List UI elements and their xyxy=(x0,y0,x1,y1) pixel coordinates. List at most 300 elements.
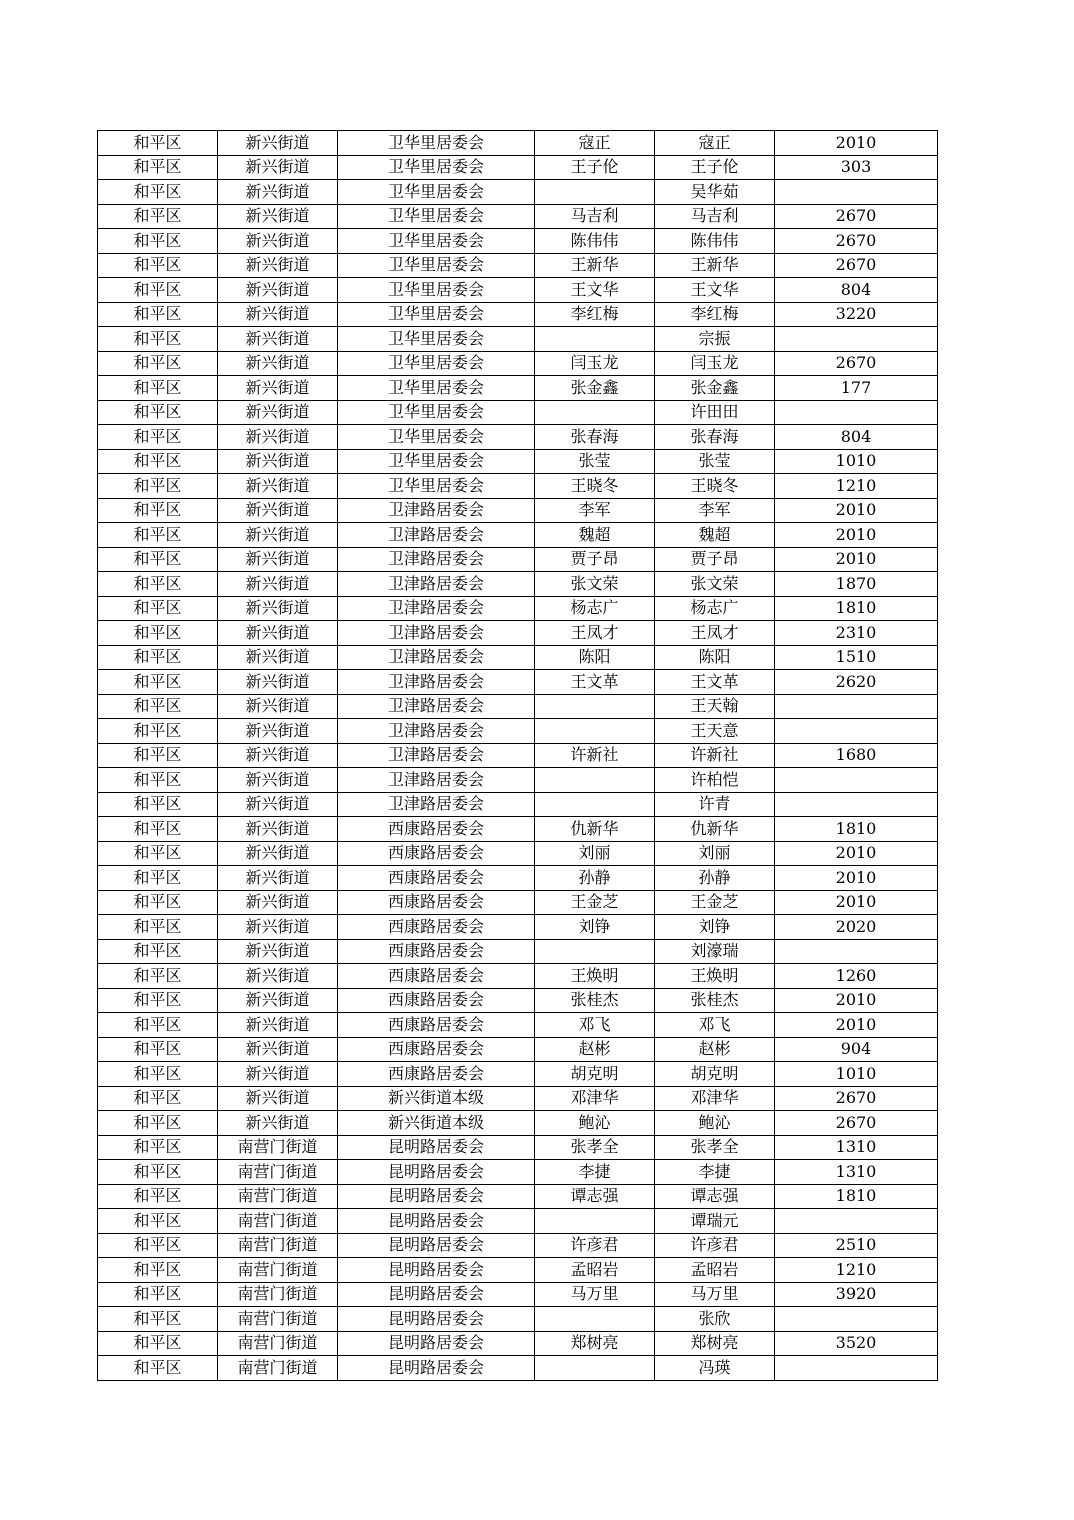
member-cell: 许新社 xyxy=(655,743,775,768)
applicant-cell: 孙静 xyxy=(535,866,655,891)
street-cell: 南营门街道 xyxy=(218,1307,338,1332)
member-cell: 李红梅 xyxy=(655,302,775,327)
table-row xyxy=(98,1037,938,1062)
table-row xyxy=(98,1233,938,1258)
street-cell: 新兴街道 xyxy=(218,351,338,376)
district-cell: 和平区 xyxy=(98,498,218,523)
amount-cell: 1310 xyxy=(775,1160,938,1185)
street-cell: 新兴街道 xyxy=(218,229,338,254)
committee-cell: 卫华里居委会 xyxy=(338,278,535,303)
committee-cell: 卫华里居委会 xyxy=(338,155,535,180)
committee-cell: 昆明路居委会 xyxy=(338,1160,535,1185)
member-cell: 张莹 xyxy=(655,449,775,474)
street-cell: 南营门街道 xyxy=(218,1184,338,1209)
street-cell: 南营门街道 xyxy=(218,1356,338,1381)
street-cell: 新兴街道 xyxy=(218,645,338,670)
street-cell: 新兴街道 xyxy=(218,915,338,940)
committee-cell: 西康路居委会 xyxy=(338,866,535,891)
amount-cell: 2020 xyxy=(775,915,938,940)
committee-cell: 卫华里居委会 xyxy=(338,376,535,401)
table-row xyxy=(98,376,938,401)
applicant-cell: 闫玉龙 xyxy=(535,351,655,376)
table-row xyxy=(98,1282,938,1307)
applicant-cell: 杨志广 xyxy=(535,596,655,621)
amount-cell: 2510 xyxy=(775,1233,938,1258)
amount-cell: 1810 xyxy=(775,596,938,621)
district-cell: 和平区 xyxy=(98,1086,218,1111)
amount-cell: 3920 xyxy=(775,1282,938,1307)
applicant-cell: 刘丽 xyxy=(535,841,655,866)
district-cell: 和平区 xyxy=(98,915,218,940)
district-cell: 和平区 xyxy=(98,1111,218,1136)
amount-cell: 303 xyxy=(775,155,938,180)
street-cell: 新兴街道 xyxy=(218,1013,338,1038)
committee-cell: 卫华里居委会 xyxy=(338,400,535,425)
district-cell: 和平区 xyxy=(98,1160,218,1185)
amount-cell: 804 xyxy=(775,278,938,303)
amount-cell: 2010 xyxy=(775,547,938,572)
amount-cell: 904 xyxy=(775,1037,938,1062)
district-cell: 和平区 xyxy=(98,400,218,425)
member-cell: 许青 xyxy=(655,792,775,817)
street-cell: 新兴街道 xyxy=(218,743,338,768)
amount-cell: 1810 xyxy=(775,817,938,842)
applicant-cell: 王凤才 xyxy=(535,621,655,646)
committee-cell: 卫津路居委会 xyxy=(338,547,535,572)
street-cell: 新兴街道 xyxy=(218,1062,338,1087)
amount-cell xyxy=(775,1307,938,1332)
table-row xyxy=(98,841,938,866)
applicant-cell: 张春海 xyxy=(535,425,655,450)
member-cell: 张欣 xyxy=(655,1307,775,1332)
street-cell: 新兴街道 xyxy=(218,498,338,523)
table-row xyxy=(98,1331,938,1356)
applicant-cell xyxy=(535,1307,655,1332)
member-cell: 王新华 xyxy=(655,253,775,278)
street-cell: 新兴街道 xyxy=(218,180,338,205)
applicant-cell: 鲍沁 xyxy=(535,1111,655,1136)
member-cell: 王子伦 xyxy=(655,155,775,180)
committee-cell: 新兴街道本级 xyxy=(338,1111,535,1136)
street-cell: 新兴街道 xyxy=(218,204,338,229)
applicant-cell: 王文革 xyxy=(535,670,655,695)
district-cell: 和平区 xyxy=(98,1184,218,1209)
applicant-cell: 陈伟伟 xyxy=(535,229,655,254)
table-row xyxy=(98,155,938,180)
member-cell: 谭志强 xyxy=(655,1184,775,1209)
committee-cell: 新兴街道本级 xyxy=(338,1086,535,1111)
district-cell: 和平区 xyxy=(98,1331,218,1356)
applicant-cell xyxy=(535,327,655,352)
member-cell: 郑树亮 xyxy=(655,1331,775,1356)
street-cell: 新兴街道 xyxy=(218,253,338,278)
committee-cell: 卫华里居委会 xyxy=(338,253,535,278)
amount-cell: 1210 xyxy=(775,474,938,499)
amount-cell: 2010 xyxy=(775,131,938,156)
member-cell: 吴华茹 xyxy=(655,180,775,205)
applicant-cell: 赵彬 xyxy=(535,1037,655,1062)
table-row xyxy=(98,939,938,964)
member-cell: 马吉利 xyxy=(655,204,775,229)
table-row xyxy=(98,204,938,229)
member-cell: 孙静 xyxy=(655,866,775,891)
district-cell: 和平区 xyxy=(98,1062,218,1087)
district-cell: 和平区 xyxy=(98,572,218,597)
member-cell: 王文华 xyxy=(655,278,775,303)
street-cell: 南营门街道 xyxy=(218,1233,338,1258)
applicant-cell: 张桂杰 xyxy=(535,988,655,1013)
committee-cell: 西康路居委会 xyxy=(338,915,535,940)
district-cell: 和平区 xyxy=(98,743,218,768)
table-row xyxy=(98,1184,938,1209)
applicant-cell: 王文华 xyxy=(535,278,655,303)
applicant-cell: 王新华 xyxy=(535,253,655,278)
street-cell: 新兴街道 xyxy=(218,523,338,548)
amount-cell xyxy=(775,792,938,817)
committee-cell: 卫津路居委会 xyxy=(338,523,535,548)
street-cell: 南营门街道 xyxy=(218,1282,338,1307)
table-row xyxy=(98,621,938,646)
committee-cell: 卫津路居委会 xyxy=(338,498,535,523)
member-cell: 许田田 xyxy=(655,400,775,425)
applicant-cell: 许彦君 xyxy=(535,1233,655,1258)
applicant-cell xyxy=(535,694,655,719)
street-cell: 新兴街道 xyxy=(218,596,338,621)
applicant-cell: 李捷 xyxy=(535,1160,655,1185)
table-row xyxy=(98,547,938,572)
table-row xyxy=(98,768,938,793)
applicant-cell xyxy=(535,939,655,964)
amount-cell: 2010 xyxy=(775,890,938,915)
committee-cell: 卫华里居委会 xyxy=(338,131,535,156)
committee-cell: 卫华里居委会 xyxy=(338,180,535,205)
table-row xyxy=(98,302,938,327)
member-cell: 李军 xyxy=(655,498,775,523)
amount-cell: 2670 xyxy=(775,1086,938,1111)
table-row xyxy=(98,1111,938,1136)
committee-cell: 西康路居委会 xyxy=(338,1062,535,1087)
member-cell: 宗振 xyxy=(655,327,775,352)
table-row xyxy=(98,1135,938,1160)
amount-cell: 1870 xyxy=(775,572,938,597)
district-cell: 和平区 xyxy=(98,180,218,205)
amount-cell: 1260 xyxy=(775,964,938,989)
committee-cell: 西康路居委会 xyxy=(338,817,535,842)
table-row xyxy=(98,1258,938,1283)
table-row xyxy=(98,278,938,303)
committee-cell: 卫华里居委会 xyxy=(338,425,535,450)
amount-cell: 1210 xyxy=(775,1258,938,1283)
table-row xyxy=(98,523,938,548)
applicant-cell: 寇正 xyxy=(535,131,655,156)
data-table xyxy=(97,130,938,1381)
district-cell: 和平区 xyxy=(98,474,218,499)
committee-cell: 卫津路居委会 xyxy=(338,792,535,817)
member-cell: 魏超 xyxy=(655,523,775,548)
member-cell: 李捷 xyxy=(655,1160,775,1185)
amount-cell: 1810 xyxy=(775,1184,938,1209)
district-cell: 和平区 xyxy=(98,694,218,719)
district-cell: 和平区 xyxy=(98,229,218,254)
district-cell: 和平区 xyxy=(98,1356,218,1381)
member-cell: 王文革 xyxy=(655,670,775,695)
member-cell: 刘濠瑞 xyxy=(655,939,775,964)
member-cell: 寇正 xyxy=(655,131,775,156)
member-cell: 谭瑞元 xyxy=(655,1209,775,1234)
amount-cell: 2670 xyxy=(775,229,938,254)
committee-cell: 西康路居委会 xyxy=(338,841,535,866)
applicant-cell xyxy=(535,180,655,205)
committee-cell: 卫津路居委会 xyxy=(338,694,535,719)
amount-cell xyxy=(775,939,938,964)
member-cell: 王焕明 xyxy=(655,964,775,989)
applicant-cell: 张孝全 xyxy=(535,1135,655,1160)
district-cell: 和平区 xyxy=(98,1013,218,1038)
committee-cell: 西康路居委会 xyxy=(338,890,535,915)
applicant-cell: 孟昭岩 xyxy=(535,1258,655,1283)
table-row xyxy=(98,229,938,254)
member-cell: 张文荣 xyxy=(655,572,775,597)
district-cell: 和平区 xyxy=(98,1258,218,1283)
district-cell: 和平区 xyxy=(98,351,218,376)
member-cell: 许柏恺 xyxy=(655,768,775,793)
committee-cell: 昆明路居委会 xyxy=(338,1184,535,1209)
street-cell: 新兴街道 xyxy=(218,1037,338,1062)
amount-cell xyxy=(775,327,938,352)
applicant-cell: 王金芝 xyxy=(535,890,655,915)
applicant-cell xyxy=(535,400,655,425)
table-row xyxy=(98,449,938,474)
committee-cell: 昆明路居委会 xyxy=(338,1282,535,1307)
committee-cell: 卫华里居委会 xyxy=(338,302,535,327)
committee-cell: 卫津路居委会 xyxy=(338,621,535,646)
amount-cell xyxy=(775,1209,938,1234)
district-cell: 和平区 xyxy=(98,523,218,548)
applicant-cell: 陈阳 xyxy=(535,645,655,670)
amount-cell: 2010 xyxy=(775,841,938,866)
district-cell: 和平区 xyxy=(98,1037,218,1062)
table-row xyxy=(98,400,938,425)
member-cell: 杨志广 xyxy=(655,596,775,621)
committee-cell: 昆明路居委会 xyxy=(338,1135,535,1160)
street-cell: 新兴街道 xyxy=(218,719,338,744)
committee-cell: 卫华里居委会 xyxy=(338,229,535,254)
street-cell: 新兴街道 xyxy=(218,939,338,964)
amount-cell: 2010 xyxy=(775,523,938,548)
street-cell: 新兴街道 xyxy=(218,376,338,401)
street-cell: 新兴街道 xyxy=(218,817,338,842)
table-row xyxy=(98,1086,938,1111)
amount-cell: 2010 xyxy=(775,498,938,523)
member-cell: 王金芝 xyxy=(655,890,775,915)
amount-cell xyxy=(775,1356,938,1381)
street-cell: 南营门街道 xyxy=(218,1209,338,1234)
district-cell: 和平区 xyxy=(98,278,218,303)
member-cell: 马万里 xyxy=(655,1282,775,1307)
committee-cell: 卫津路居委会 xyxy=(338,768,535,793)
table-row xyxy=(98,327,938,352)
district-cell: 和平区 xyxy=(98,841,218,866)
applicant-cell: 张金鑫 xyxy=(535,376,655,401)
applicant-cell: 张文荣 xyxy=(535,572,655,597)
street-cell: 新兴街道 xyxy=(218,964,338,989)
table-row xyxy=(98,596,938,621)
applicant-cell xyxy=(535,719,655,744)
district-cell: 和平区 xyxy=(98,1209,218,1234)
member-cell: 王凤才 xyxy=(655,621,775,646)
member-cell: 陈伟伟 xyxy=(655,229,775,254)
member-cell: 邓津华 xyxy=(655,1086,775,1111)
member-cell: 仇新华 xyxy=(655,817,775,842)
applicant-cell: 李军 xyxy=(535,498,655,523)
applicant-cell: 李红梅 xyxy=(535,302,655,327)
committee-cell: 卫津路居委会 xyxy=(338,719,535,744)
district-cell: 和平区 xyxy=(98,890,218,915)
member-cell: 赵彬 xyxy=(655,1037,775,1062)
applicant-cell: 马吉利 xyxy=(535,204,655,229)
table-row xyxy=(98,866,938,891)
district-cell: 和平区 xyxy=(98,645,218,670)
district-cell: 和平区 xyxy=(98,988,218,1013)
street-cell: 南营门街道 xyxy=(218,1258,338,1283)
amount-cell xyxy=(775,768,938,793)
table-row xyxy=(98,890,938,915)
table-row xyxy=(98,645,938,670)
table-row xyxy=(98,180,938,205)
amount-cell: 1310 xyxy=(775,1135,938,1160)
table-row xyxy=(98,719,938,744)
amount-cell: 2670 xyxy=(775,1111,938,1136)
street-cell: 新兴街道 xyxy=(218,768,338,793)
member-cell: 张春海 xyxy=(655,425,775,450)
committee-cell: 西康路居委会 xyxy=(338,1037,535,1062)
table-row xyxy=(98,1307,938,1332)
district-cell: 和平区 xyxy=(98,792,218,817)
committee-cell: 卫津路居委会 xyxy=(338,596,535,621)
member-cell: 刘丽 xyxy=(655,841,775,866)
table-row xyxy=(98,1356,938,1381)
district-cell: 和平区 xyxy=(98,670,218,695)
amount-cell xyxy=(775,694,938,719)
street-cell: 新兴街道 xyxy=(218,670,338,695)
table-row xyxy=(98,498,938,523)
street-cell: 新兴街道 xyxy=(218,131,338,156)
applicant-cell: 王子伦 xyxy=(535,155,655,180)
member-cell: 胡克明 xyxy=(655,1062,775,1087)
applicant-cell: 王焕明 xyxy=(535,964,655,989)
street-cell: 新兴街道 xyxy=(218,474,338,499)
amount-cell: 2010 xyxy=(775,988,938,1013)
applicant-cell xyxy=(535,1209,655,1234)
applicant-cell: 仇新华 xyxy=(535,817,655,842)
amount-cell xyxy=(775,180,938,205)
street-cell: 新兴街道 xyxy=(218,1086,338,1111)
member-cell: 闫玉龙 xyxy=(655,351,775,376)
member-cell: 冯瑛 xyxy=(655,1356,775,1381)
district-cell: 和平区 xyxy=(98,768,218,793)
street-cell: 南营门街道 xyxy=(218,1160,338,1185)
applicant-cell: 谭志强 xyxy=(535,1184,655,1209)
member-cell: 王晓冬 xyxy=(655,474,775,499)
district-cell: 和平区 xyxy=(98,302,218,327)
street-cell: 南营门街道 xyxy=(218,1135,338,1160)
applicant-cell: 邓津华 xyxy=(535,1086,655,1111)
district-cell: 和平区 xyxy=(98,621,218,646)
amount-cell: 2310 xyxy=(775,621,938,646)
table-row xyxy=(98,817,938,842)
district-cell: 和平区 xyxy=(98,204,218,229)
committee-cell: 卫津路居委会 xyxy=(338,743,535,768)
table-row xyxy=(98,572,938,597)
amount-cell: 3220 xyxy=(775,302,938,327)
member-cell: 张金鑫 xyxy=(655,376,775,401)
committee-cell: 西康路居委会 xyxy=(338,964,535,989)
committee-cell: 昆明路居委会 xyxy=(338,1331,535,1356)
amount-cell: 2010 xyxy=(775,866,938,891)
district-cell: 和平区 xyxy=(98,719,218,744)
member-cell: 邓飞 xyxy=(655,1013,775,1038)
committee-cell: 卫华里居委会 xyxy=(338,474,535,499)
district-cell: 和平区 xyxy=(98,596,218,621)
applicant-cell xyxy=(535,1356,655,1381)
amount-cell: 2620 xyxy=(775,670,938,695)
committee-cell: 西康路居委会 xyxy=(338,988,535,1013)
street-cell: 新兴街道 xyxy=(218,327,338,352)
committee-cell: 西康路居委会 xyxy=(338,1013,535,1038)
applicant-cell: 邓飞 xyxy=(535,1013,655,1038)
district-cell: 和平区 xyxy=(98,449,218,474)
table-row xyxy=(98,743,938,768)
district-cell: 和平区 xyxy=(98,1282,218,1307)
table-row xyxy=(98,1013,938,1038)
district-cell: 和平区 xyxy=(98,1135,218,1160)
amount-cell: 3520 xyxy=(775,1331,938,1356)
street-cell: 新兴街道 xyxy=(218,1111,338,1136)
amount-cell: 804 xyxy=(775,425,938,450)
amount-cell: 1680 xyxy=(775,743,938,768)
table-row xyxy=(98,131,938,156)
member-cell: 鲍沁 xyxy=(655,1111,775,1136)
district-cell: 和平区 xyxy=(98,866,218,891)
applicant-cell: 郑树亮 xyxy=(535,1331,655,1356)
committee-cell: 卫华里居委会 xyxy=(338,204,535,229)
district-cell: 和平区 xyxy=(98,1307,218,1332)
member-cell: 王天意 xyxy=(655,719,775,744)
applicant-cell: 马万里 xyxy=(535,1282,655,1307)
amount-cell: 2010 xyxy=(775,1013,938,1038)
district-cell: 和平区 xyxy=(98,253,218,278)
table-row xyxy=(98,694,938,719)
street-cell: 新兴街道 xyxy=(218,988,338,1013)
district-cell: 和平区 xyxy=(98,1233,218,1258)
committee-cell: 昆明路居委会 xyxy=(338,1233,535,1258)
amount-cell xyxy=(775,400,938,425)
member-cell: 孟昭岩 xyxy=(655,1258,775,1283)
member-cell: 张桂杰 xyxy=(655,988,775,1013)
committee-cell: 卫华里居委会 xyxy=(338,351,535,376)
street-cell: 新兴街道 xyxy=(218,278,338,303)
member-cell: 陈阳 xyxy=(655,645,775,670)
committee-cell: 卫华里居委会 xyxy=(338,327,535,352)
applicant-cell: 魏超 xyxy=(535,523,655,548)
street-cell: 新兴街道 xyxy=(218,694,338,719)
amount-cell: 177 xyxy=(775,376,938,401)
district-cell: 和平区 xyxy=(98,547,218,572)
amount-cell: 1010 xyxy=(775,1062,938,1087)
applicant-cell: 王晓冬 xyxy=(535,474,655,499)
district-cell: 和平区 xyxy=(98,425,218,450)
table-row xyxy=(98,792,938,817)
